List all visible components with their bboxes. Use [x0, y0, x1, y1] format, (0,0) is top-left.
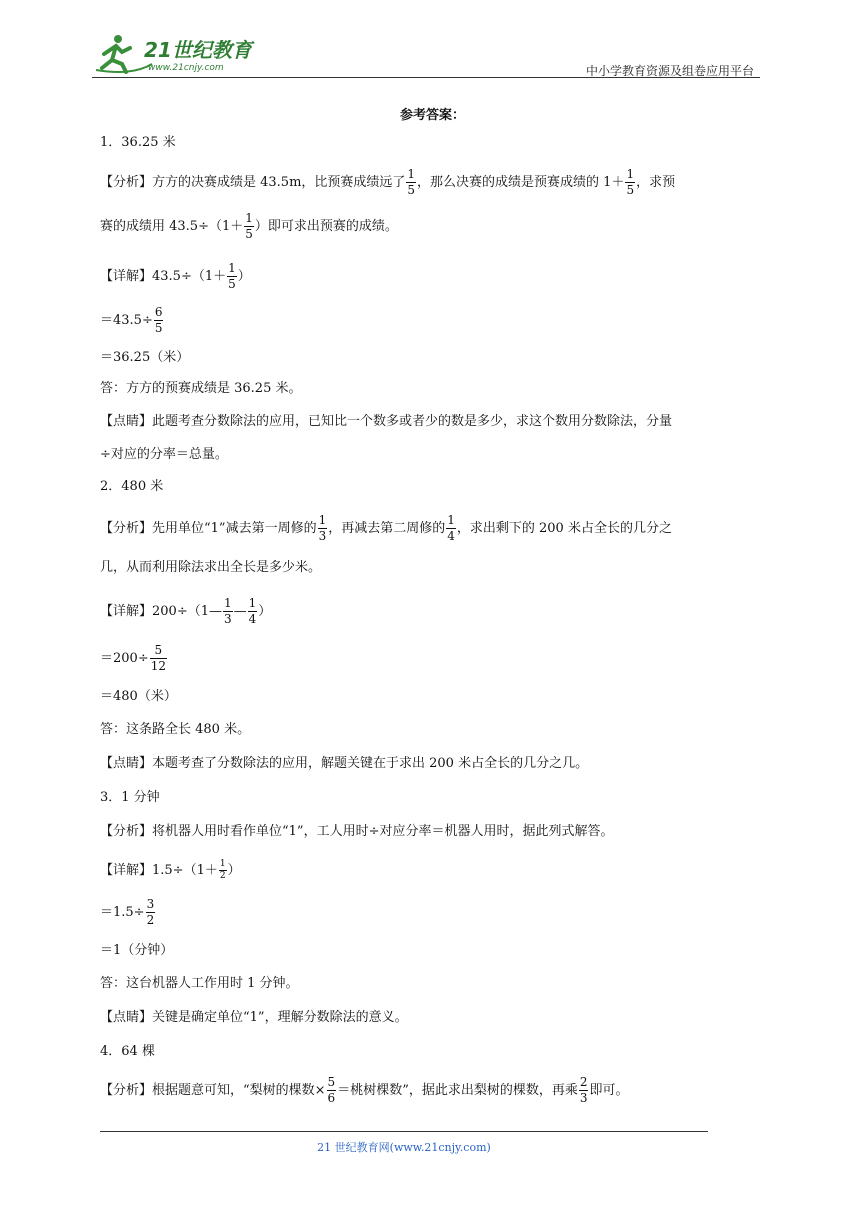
fraction-denominator: 2 [219, 871, 226, 881]
q2-detail-minus: — [233, 604, 247, 619]
fraction-numerator: 1 [219, 859, 226, 869]
fraction-numerator: 6 [154, 305, 163, 319]
fraction-denominator: 3 [223, 612, 232, 626]
fraction [150, 643, 167, 674]
fraction-numerator: 3 [146, 897, 155, 911]
page-header [92, 30, 760, 78]
answer-content [100, 100, 765, 1113]
fraction-denominator: 6 [327, 1091, 336, 1105]
q2-analysis-text1: 【分析】先用单位“1”减去第一周修的 [100, 521, 317, 536]
fraction-denominator: 4 [248, 612, 257, 626]
q3-analysis: 【分析】将机器人用时看作单位“1”，工人用时÷对应分率＝机器人用时，据此列式解答。 [100, 824, 614, 839]
q1-analysis-text3: ，求预 [636, 175, 676, 190]
fraction [146, 897, 156, 928]
fraction [248, 596, 258, 627]
fraction-denominator: 5 [228, 277, 236, 291]
fraction-numerator: 1 [318, 513, 327, 527]
q3-detail-line2 [100, 891, 765, 935]
fraction-numerator: 2 [579, 1075, 588, 1089]
q2-detail-text1: 【详解】200÷（1— [100, 604, 222, 619]
q1-comment-line2: ÷对应的分率＝总量。 [100, 447, 228, 462]
fraction [327, 1075, 337, 1106]
header-divider [92, 77, 760, 78]
q3-detail-text2: ＝1.5÷ [100, 905, 145, 920]
fraction-numerator: 5 [150, 643, 167, 659]
q1-detail-text1: 【详解】43.5÷（1＋ [100, 269, 227, 284]
fraction [446, 513, 456, 544]
q2-analysis-text2: ，再减去第二周修的 [328, 521, 446, 536]
fraction [318, 513, 328, 544]
logo-url: www.21cnjy.com [148, 63, 224, 73]
fraction-denominator: 5 [626, 183, 635, 197]
q2-analysis-text3: ，求出剩下的 200 米占全长的几分之 [456, 521, 672, 536]
fraction [579, 1075, 589, 1106]
fraction-denominator: 5 [407, 183, 416, 197]
fraction-denominator: 12 [150, 659, 166, 673]
q4-answer: 4．64 棵 [100, 1044, 155, 1059]
fraction-numerator: 5 [327, 1075, 336, 1089]
fraction-denominator: 3 [579, 1091, 588, 1105]
q1-comment-line1: 【点睛】此题考查分数除法的应用，已知比一个数多或者少的数是多少，求这个数用分数除法，分量 [100, 414, 673, 429]
q2-analysis-line2: 几，从而利用除法求出全长是多少米。 [100, 560, 322, 575]
fraction-denominator: 4 [447, 529, 455, 543]
q1-analysis-text4: 赛的成绩用 43.5÷（1＋ [100, 219, 244, 234]
q4-analysis-text1: 【分析】根据题意可知，“梨树的棵数× [100, 1083, 326, 1098]
q3-detail-line3: ＝1（分钟） [100, 943, 174, 958]
fraction-numerator: 1 [248, 596, 257, 610]
q1-detail-line1 [100, 255, 765, 299]
q3-answer: 3．1 分钟 [100, 790, 160, 805]
logo-text: 21世纪教育 [144, 38, 252, 62]
q2-detail-line1 [100, 587, 765, 637]
fraction-numerator: 1 [626, 167, 635, 181]
q2-analysis-line1 [100, 505, 765, 553]
footer-divider [100, 1131, 708, 1132]
page-title: 参考答案： [399, 108, 465, 123]
q1-analysis-line1 [100, 161, 765, 205]
fraction-numerator: 1 [223, 596, 232, 610]
fraction [227, 261, 237, 292]
q3-reply: 答：这台机器人工作用时 1 分钟。 [100, 976, 299, 991]
q2-detail-text2: ＝200÷ [100, 651, 149, 666]
q1-detail-text1-end: ） [237, 269, 251, 284]
fraction-denominator: 5 [245, 227, 253, 241]
q4-analysis [100, 1069, 765, 1113]
q1-reply: 答：方方的预赛成绩是 36.25 米。 [100, 381, 302, 396]
fraction-denominator: 3 [318, 529, 327, 543]
q1-analysis-text1: 【分析】方方的决赛成绩是 43.5m，比预赛成绩远了 [100, 175, 406, 190]
fraction [406, 167, 416, 198]
fraction-numerator: 1 [407, 167, 416, 181]
header-platform-text: 中小学教育资源及组卷应用平台 [585, 64, 754, 78]
q1-answer: 1．36.25 米 [100, 135, 176, 150]
fraction [154, 305, 164, 336]
q1-analysis-text2: ，那么决赛的成绩是预赛成绩的 1＋ [417, 175, 625, 190]
q2-detail-text1-end: ） [258, 604, 272, 619]
fraction [223, 596, 233, 627]
footer-link[interactable]: 21 世纪教育网(www.21cnjy.com) [317, 1141, 491, 1154]
q1-detail-line3: ＝36.25（米） [100, 350, 190, 365]
q1-analysis-text5: ）即可求出预赛的成绩。 [254, 219, 398, 234]
q2-answer: 2．480 米 [100, 479, 164, 494]
fraction-numerator: 1 [447, 513, 455, 527]
fraction [219, 859, 227, 882]
fraction-numerator: 1 [228, 261, 236, 275]
q4-analysis-text3: 即可。 [589, 1083, 629, 1098]
q2-detail-line2 [100, 637, 765, 681]
fraction [625, 167, 635, 198]
q1-detail-line2 [100, 299, 765, 343]
fraction [244, 211, 254, 242]
fraction-denominator: 2 [146, 913, 155, 927]
q3-detail-text1-end: ） [227, 863, 241, 878]
q4-analysis-text2: ＝桃树棵数”，据此求出梨树的棵数，再乘 [337, 1083, 578, 1098]
q2-detail-line3: ＝480（米） [100, 689, 177, 704]
q3-detail-line1 [100, 851, 765, 891]
fraction-denominator: 5 [154, 321, 163, 335]
q2-reply: 答：这条路全长 480 米。 [100, 722, 251, 737]
q2-comment: 【点睛】本题考查了分数除法的应用，解题关键在于求出 200 米占全长的几分之几。 [100, 756, 589, 771]
q3-detail-text1: 【详解】1.5÷（1＋ [100, 863, 218, 878]
fraction-numerator: 1 [245, 211, 253, 225]
q1-detail-text2: ＝43.5÷ [100, 313, 153, 328]
q3-comment: 【点睛】关键是确定单位“1”，理解分数除法的意义。 [100, 1010, 408, 1025]
logo [92, 30, 262, 76]
q1-analysis-line2 [100, 205, 765, 249]
